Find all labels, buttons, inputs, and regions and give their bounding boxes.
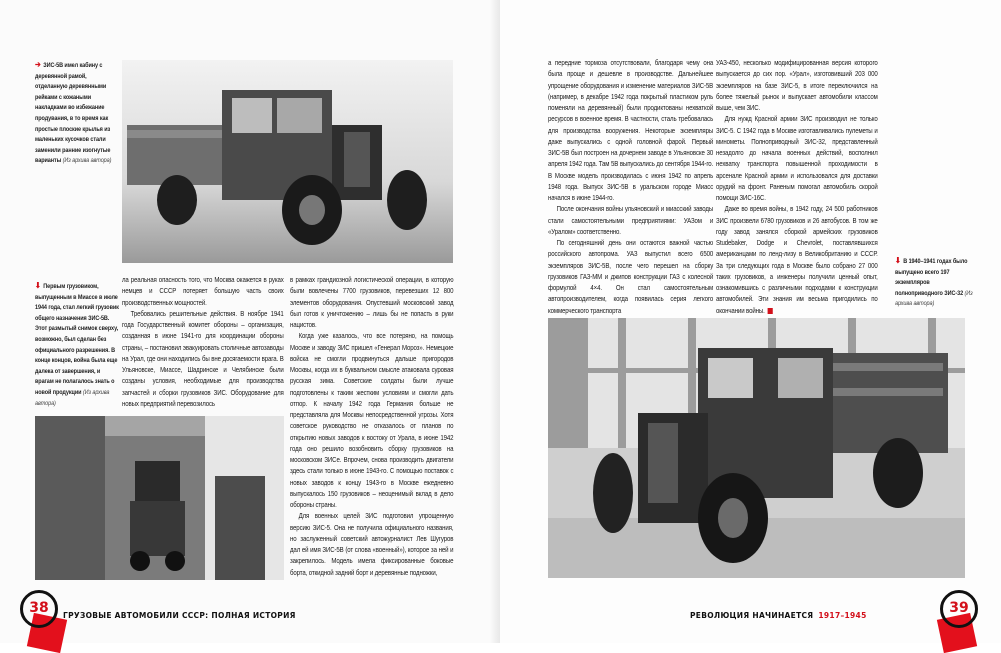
article-column-4: УАЗ-450, несколько модифицированная версия которого выпускается до сих пор. «Урал», изготовивший 203 000 экземпляров на базе ЗИС-5, в итоге переключился на более тяжелый рынок и выпускает автомобили классом выше, чем ЗИС. Для нужд Красной армии ЗИС производил не только ЗИС-5. С 1942 года в Москве изготавливались пулеметы и минометы. Полноприводный ЗИС-32, представленный незадолго до начала военных действий, восполнил нехватку транспорта повышенной проходимости в арсенале Красной армии и использовался для доставки орудий на фронт. Раненым помогал автомобиль скорой помощи ЗИС-16С. Даже во время войны, в 1942 году, 24 500 работников ЗИС произвели 6780 грузовиков и 26 автобусов. В том же году завод занялся сборкой армейских грузовиков Studebaker, Dodge и Chevrolet, поставлявшихся американцами по ленд-лизу в Великобританию и СССР. За три следующих года в Москве было собрано 27 000 таких грузовиков, а инженеры получили ценный опыт, ознакомившись с различными подходами к конструкции автомобилей. Эти знания им весьма пригодились по окончании войны. [716,59,878,315]
photo-caption-top: ➔ ЗИС-5В имел кабину с деревянной рамой, отделанную деревянными рейками с кожаными накладками во избежание продувания, в то время как простые плоские крылья из маленьких кусочков стали заменили ранние изогнутые варианты (Из архива автора) [35,60,112,165]
end-of-article-mark [767,308,772,314]
photo-caption-right: ⬇ В 1940–1941 годах было выпущено всего 197 экземпляров полноприводного ЗИС-32 (Из архива автора) [895,256,973,308]
page-number-badge: 38 [20,590,58,628]
arrow-down-icon: ⬇ [35,281,41,290]
running-title: РЕВОЛЮЦИЯ НАЧИНАЕТСЯ 1917–1945 [690,611,867,620]
photo-caption-middle: ⬇ Первым грузовиком, выпущенным в Миассе в июле 1944 года, стал легкий грузовик общего назначения ЗИС-5В. Этот размытый снимок сверху, возможно, был сделан без официального разрешения. В конце концов, война была еще далека от завершения, и врагам не полагалось знать о новой продукции (Из архива автора) [35,281,119,407]
page-number-badge: 39 [940,590,978,628]
right-page [500,0,1001,643]
arrow-right-icon: ➔ [35,60,41,69]
left-page [0,0,500,643]
photo-miass-crowd [35,416,284,580]
article-column-3: а передние тормоза отсутствовали, благодаря чему она была проще и дешевле в производстве. Дальнейшее упрощение оборудования и изменение материалов ЗИС-5В (например, в декабре 1942 года покрытый пластиком руль поменяли на деревянный) были продиктованы нехваткой ресурсов в военное время. В частности, сталь требовалась для производства вооружения. Некоторые экземпляры даже выпускались с одной головной фарой. Первый ЗИС-5В был построен на дочернем заводе в Ульяновске 30 апреля 1942 года. Там 5В выпускались до сентября 1944-го. В Москве модель производилась с июня 1942 по апрель 1948 года. Выпуск ЗИС-5В в уральском городе Миасс начался в июне 1944-го. После окончания войны ульяновский и миасский заводы стали самостоятельными предприятиями: УАЗом и «Уралом» соответственно. По сегодняшний день они остаются важной частью российского автопрома. УАЗ выпустил всего 6500 экземпляров ЗИС-5В, после чего перешел на сборку грузовиков ГАЗ-ММ и джипов конструкции ГАЗ с колесной формулой 4×4. Он стал самостоятельным автопроизводителем, когда появилась серия легкого коммерческого транспорта [548,59,714,315]
photo-credit: (Из архива автора) [35,388,110,407]
photo-credit: (Из архива автора) [62,157,112,165]
photo-zis-32-truck [548,318,965,578]
article-column-2: в рамках грандиозной логистической операции, в которую были вовлечены 7700 грузовиков, перевезших 12 800 элементов оборудования. Опустевший московский завод был готов к уничтожению – лишь бы не попасть в руки нацистов. Когда уже казалось, что все потеряно, на помощь Москве и заводу ЗИС пришел «Генерал Мороз». Немецкие войска не смогли продвинуться дальше пригородов Москвы, когда их в буквальном смысле атаковала суровая русская зима. Советские солдаты были лучше подготовлены к таким жестким условиям и смогли дать отпор. К началу 1942 года Германия больше не представляла для Москвы непосредственной угрозы. Хотя советское руководство не отказалось от планов по открытию новых заводов к востоку от Урала, в июне 1942 года оно решило возобновить сборку грузовиков на московском ЗИСе. Впрочем, снова производить двигатели здесь стали только в июне 1943-го. С помощью поставок с новых заводов к концу 1943-го в Москве ежедневно выпускалось 150 грузовиков – неоценимый вклад в дело обороны страны. Для военных целей ЗИС подготовил упрощенную версию ЗИС-5. Она не получила официального названия, но заслуженный советский автожурналист Лев Шугуров дал ей имя ЗИС-5В (от слова «военный»), которое за ней и закрепилось. Модель имела фиксированные боковые борта, откидной задний борт и деревянные подножки, [290,276,454,577]
photo-credit: (Из архива автора) [895,289,973,308]
article-column-1: ла реальная опасность того, что Москва окажется в руках немцев и СССР потеряет большую часть своих производственных мощностей. Требовались решительные действия. В ноябре 1941 года Государственный комитет обороны – организация, созданная в июне 1941-го для координации обороны страны, – постановил эвакуировать столичные автозаводы на Урал, где они находились бы вне досягаемости врага. В Ульяновске, Миассе, Шадринске и Челябинске были созданы условия, необходимые для производства запчастей и сборки грузовиков ЗИС. Оборудование для новых предприятий перевозилось [122,276,284,408]
photo-zis-5v-truck [122,60,453,263]
arrow-down-icon: ⬇ [895,256,901,265]
running-title: ГРУЗОВЫЕ АВТОМОБИЛИ СССР: ПОЛНАЯ ИСТОРИЯ [63,611,296,620]
